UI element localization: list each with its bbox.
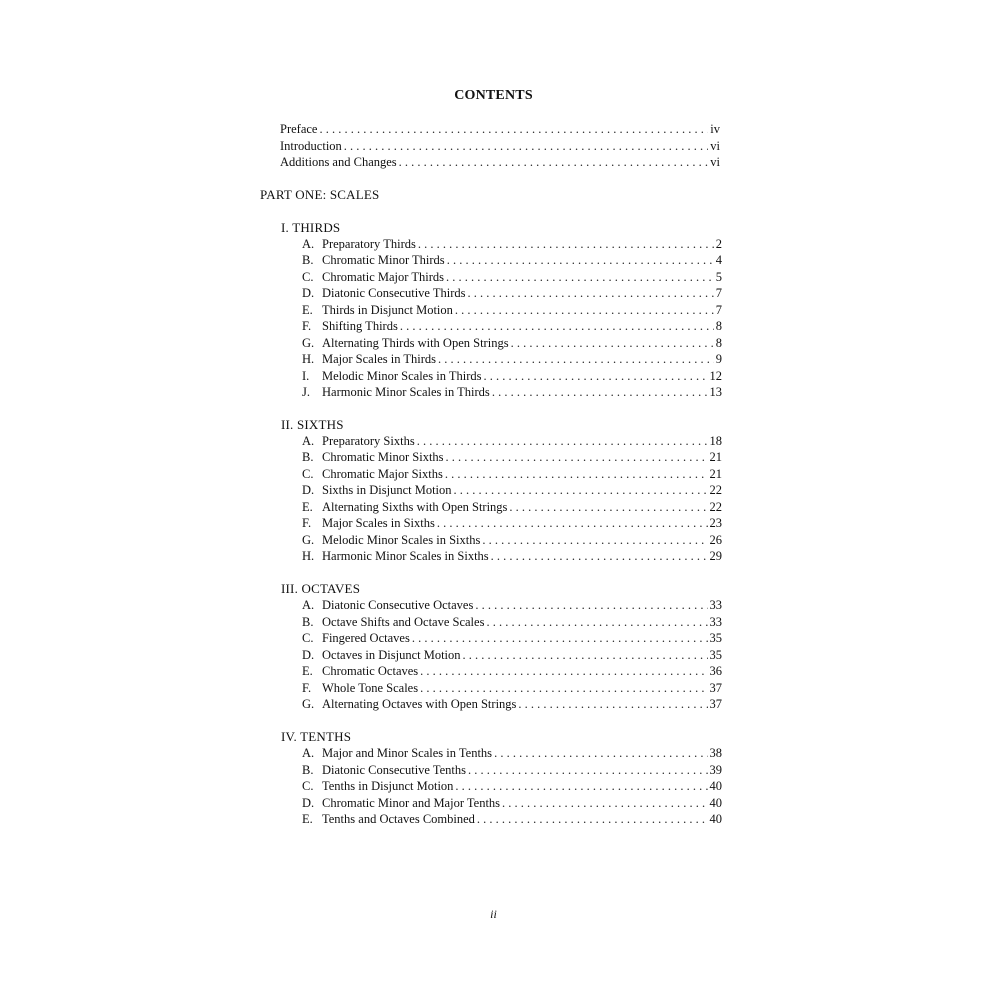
toc-entry <box>302 614 722 630</box>
dot-leader <box>482 532 707 548</box>
toc-entry <box>302 515 722 531</box>
toc-label: Chromatic Minor Thirds <box>322 253 445 267</box>
dot-leader <box>400 318 714 334</box>
toc-page: vi <box>710 155 720 169</box>
toc-page: 5 <box>715 270 722 284</box>
toc-page: 40 <box>709 812 722 826</box>
toc-letter: J. <box>302 385 310 399</box>
toc-label: Harmonic Minor Scales in Thirds <box>322 385 490 399</box>
toc-letter: F. <box>302 681 312 695</box>
section-heading-thirds: I. THIRDS <box>281 220 341 235</box>
toc-entry <box>302 647 722 663</box>
toc-entry <box>302 630 722 646</box>
toc-page: 22 <box>709 500 722 514</box>
toc-page: 8 <box>715 319 722 333</box>
toc-page: 23 <box>709 516 722 530</box>
toc-page: 21 <box>709 450 722 464</box>
toc-page: 40 <box>709 779 722 793</box>
page-title: CONTENTS <box>454 88 533 103</box>
toc-label: Sixths in Disjunct Motion <box>322 483 452 497</box>
toc-entry <box>302 302 722 318</box>
toc-page: 39 <box>709 763 722 777</box>
dot-leader <box>454 482 708 498</box>
section-heading-sixths: II. SIXTHS <box>281 417 344 432</box>
dot-leader <box>502 795 707 811</box>
toc-letter: C. <box>302 467 314 481</box>
toc-page: 35 <box>709 631 722 645</box>
dot-leader <box>446 449 708 465</box>
toc-page: 2 <box>715 237 722 251</box>
toc-letter: F. <box>302 319 312 333</box>
toc-letter: C. <box>302 270 314 284</box>
dot-leader <box>483 368 707 384</box>
dot-leader <box>438 351 714 367</box>
toc-page: 37 <box>709 681 722 695</box>
toc-page: 38 <box>709 746 722 760</box>
toc-letter: A. <box>302 746 315 760</box>
toc-label: Alternating Thirds with Open Strings <box>322 336 509 350</box>
toc-letter: C. <box>302 631 314 645</box>
toc-page: iv <box>710 122 720 136</box>
toc-letter: D. <box>302 483 315 497</box>
toc-label: Diatonic Consecutive Thirds <box>322 286 466 300</box>
toc-letter: A. <box>302 237 315 251</box>
toc-page: 9 <box>715 352 722 366</box>
toc-page: 7 <box>715 286 722 300</box>
toc-entry-introduction <box>280 138 720 154</box>
part-heading: PART ONE: SCALES <box>260 187 380 202</box>
toc-entry <box>302 449 722 465</box>
toc-letter: G. <box>302 533 315 547</box>
toc-letter: F. <box>302 516 312 530</box>
dot-leader <box>492 384 708 400</box>
toc-entry <box>302 252 722 268</box>
toc-letter: B. <box>302 253 314 267</box>
dot-leader <box>399 154 709 170</box>
toc-letter: D. <box>302 286 315 300</box>
toc-page: 33 <box>709 598 722 612</box>
toc-page: vi <box>710 139 720 153</box>
toc-page: 18 <box>709 434 722 448</box>
toc-letter: B. <box>302 615 314 629</box>
toc-label: Chromatic Minor and Major Tenths <box>322 796 501 810</box>
toc-label: Harmonic Minor Scales in Sixths <box>322 549 489 563</box>
toc-entry-additions <box>280 154 720 170</box>
toc-label: Major and Minor Scales in Tenths <box>322 746 493 760</box>
toc-letter: E. <box>302 303 313 317</box>
toc-entry <box>302 351 722 367</box>
dot-leader <box>420 663 707 679</box>
toc-label: Chromatic Major Sixths <box>322 467 443 481</box>
toc-entry <box>302 548 722 564</box>
dot-leader <box>412 630 708 646</box>
toc-letter: D. <box>302 648 315 662</box>
toc-entry <box>302 433 722 449</box>
toc-page: 35 <box>709 648 722 662</box>
toc-letter: I. <box>302 369 310 383</box>
dot-leader <box>420 680 707 696</box>
toc-label: Preface <box>280 122 318 136</box>
dot-leader <box>468 285 714 301</box>
toc-letter: C. <box>302 779 314 793</box>
toc-letter: D. <box>302 796 315 810</box>
toc-entry <box>302 762 722 778</box>
toc-page: 13 <box>709 385 722 399</box>
toc-letter: B. <box>302 763 314 777</box>
toc-letter: B. <box>302 450 314 464</box>
toc-label: Whole Tone Scales <box>322 681 419 695</box>
toc-label: Shifting Thirds <box>322 319 398 333</box>
toc-letter: E. <box>302 812 313 826</box>
toc-entry <box>302 597 722 613</box>
dot-leader <box>477 811 708 827</box>
toc-page: 21 <box>709 467 722 481</box>
dot-leader <box>417 433 708 449</box>
toc-label: Major Scales in Thirds <box>322 352 436 366</box>
toc-label: Preparatory Sixths <box>322 434 415 448</box>
toc-entry <box>302 745 722 761</box>
toc-entry-preface <box>280 121 720 137</box>
toc-entry <box>302 795 722 811</box>
toc-entry <box>302 466 722 482</box>
toc-page: 37 <box>709 697 722 711</box>
toc-label: Tenths in Disjunct Motion <box>322 779 454 793</box>
dot-leader <box>445 466 708 482</box>
toc-letter: A. <box>302 598 315 612</box>
toc-entry <box>302 384 722 400</box>
section-heading-tenths: IV. TENTHS <box>281 729 352 744</box>
toc-page: 29 <box>709 549 722 563</box>
dot-leader <box>511 335 714 351</box>
toc-letter: H. <box>302 352 315 366</box>
toc-label: Preparatory Thirds <box>322 237 416 251</box>
dot-leader <box>486 614 707 630</box>
toc-page: 22 <box>709 483 722 497</box>
toc-label: Chromatic Major Thirds <box>322 270 444 284</box>
toc-label: Major Scales in Sixths <box>322 516 435 530</box>
toc-letter: H. <box>302 549 315 563</box>
toc-entry <box>302 811 722 827</box>
dot-leader <box>463 647 708 663</box>
toc-page: 36 <box>709 664 722 678</box>
toc-label: Diatonic Consecutive Tenths <box>322 763 467 777</box>
toc-label: Tenths and Octaves Combined <box>322 812 475 826</box>
toc-label: Thirds in Disjunct Motion <box>322 303 453 317</box>
toc-entry <box>302 368 722 384</box>
toc-label: Octaves in Disjunct Motion <box>322 648 461 662</box>
toc-entry <box>302 532 722 548</box>
toc-page: 8 <box>715 336 722 350</box>
dot-leader <box>418 236 714 252</box>
toc-entry <box>302 335 722 351</box>
section-heading-octaves: III. OCTAVES <box>281 581 361 596</box>
dot-leader <box>455 778 707 794</box>
toc-label: Diatonic Consecutive Octaves <box>322 598 474 612</box>
toc-entry <box>302 269 722 285</box>
toc-entry <box>302 318 722 334</box>
dot-leader <box>437 515 708 531</box>
dot-leader <box>468 762 707 778</box>
dot-leader <box>447 252 714 268</box>
toc-label: Octave Shifts and Octave Scales <box>322 615 485 629</box>
toc-label: Melodic Minor Scales in Sixths <box>322 533 481 547</box>
toc-label: Chromatic Octaves <box>322 664 419 678</box>
toc-label: Fingered Octaves <box>322 631 410 645</box>
toc-entry <box>302 778 722 794</box>
toc-letter: A. <box>302 434 315 448</box>
dot-leader <box>446 269 714 285</box>
dot-leader <box>518 696 707 712</box>
toc-letter: G. <box>302 697 315 711</box>
dot-leader <box>494 745 707 761</box>
page-folio: ii <box>490 907 497 921</box>
toc-label: Alternating Octaves with Open Strings <box>322 697 517 711</box>
toc-label: Alternating Sixths with Open Strings <box>322 500 508 514</box>
toc-page: 40 <box>709 796 722 810</box>
toc-letter: E. <box>302 664 313 678</box>
toc-label: Chromatic Minor Sixths <box>322 450 444 464</box>
toc-page: 33 <box>709 615 722 629</box>
dot-leader <box>475 597 707 613</box>
toc-letter: G. <box>302 336 315 350</box>
toc-entry <box>302 285 722 301</box>
toc-page: 7 <box>715 303 722 317</box>
toc-entry <box>302 482 722 498</box>
toc-label: Melodic Minor Scales in Thirds <box>322 369 482 383</box>
toc-letter: E. <box>302 500 313 514</box>
dot-leader <box>344 138 708 154</box>
dot-leader <box>455 302 714 318</box>
dot-leader <box>319 121 708 137</box>
toc-entry <box>302 663 722 679</box>
toc-entry <box>302 499 722 515</box>
toc-entry <box>302 696 722 712</box>
toc-label: Additions and Changes <box>280 155 397 169</box>
toc-label: Introduction <box>280 139 342 153</box>
toc-page: 12 <box>709 369 722 383</box>
dot-leader <box>509 499 707 515</box>
toc-entry <box>302 236 722 252</box>
dot-leader <box>491 548 708 564</box>
toc-page: 4 <box>715 253 722 267</box>
toc-page: 26 <box>709 533 722 547</box>
toc-entry <box>302 680 722 696</box>
